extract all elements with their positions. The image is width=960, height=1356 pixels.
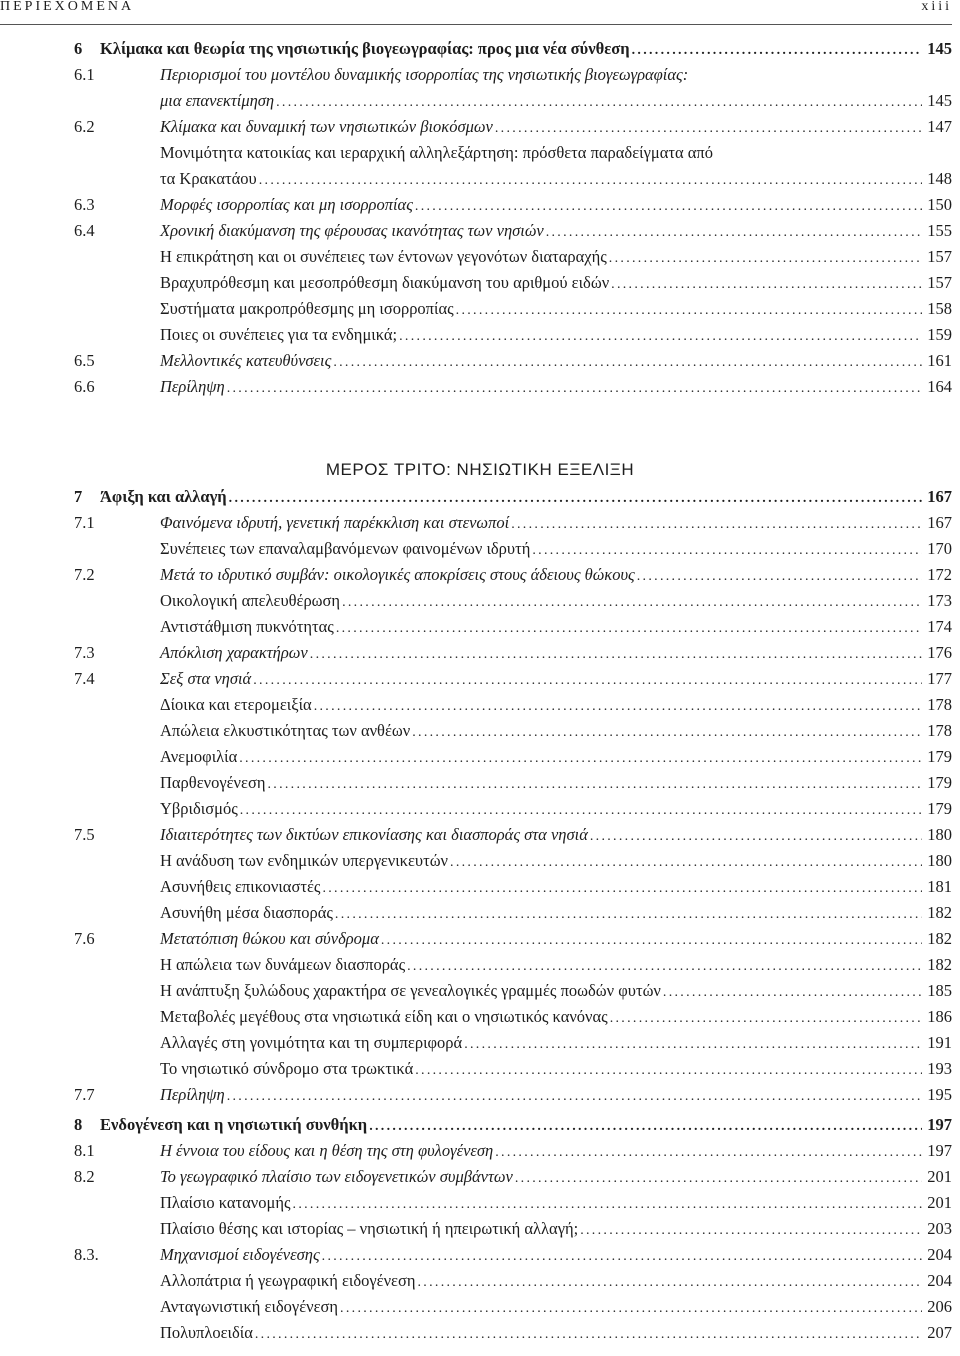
entry-title-continuation: μια επανεκτίμηση [160,91,275,110]
entry-title: Δίοικα και ετερομειξία [160,695,312,714]
entry-page-number: 203 [927,1219,952,1238]
dot-leader [407,954,922,980]
toc-entry [74,1138,952,1164]
entry-title: Περίληψη [160,1085,225,1104]
entry-page-number: 186 [927,1007,952,1026]
entry-title: Η απώλεια των δυνάμεων διασποράς [160,955,406,974]
dot-leader [342,590,922,616]
entry-number: 8.1 [74,1141,95,1160]
entry-page-number: 174 [927,617,952,636]
dot-leader [227,376,922,402]
entry-title: Το νησιωτικό σύνδρομο στα τρωκτικά [160,1059,414,1078]
entry-page-number: 193 [927,1059,952,1078]
entry-title: Μηχανισμοί ειδογένεσης [160,1245,320,1264]
toc-entry [74,192,952,218]
dot-leader [340,1296,922,1322]
dot-leader [369,1114,922,1140]
toc-entry [74,822,952,848]
entry-page-number: 145 [927,39,952,58]
toc-entry [74,770,952,796]
entry-title: Μονιμότητα κατοικίας και ιεραρχική αλληλεξάρτηση: πρόσθετα παραδείγματα από [160,143,713,162]
toc-chapter [74,484,952,510]
entry-number: 7.5 [74,825,95,844]
entry-title: Αντιστάθμιση πυκνότητας [160,617,334,636]
dot-leader [381,928,922,954]
dot-leader [322,1244,922,1270]
toc-entry [74,1030,952,1056]
entry-page-number: 201 [927,1167,952,1186]
toc-entry [74,270,952,296]
dot-leader [450,850,922,876]
toc-entry [74,1056,952,1082]
dot-leader [227,1084,922,1110]
dot-leader [239,746,922,772]
entry-title: Πλαίσιο κατανομής [160,1193,291,1212]
entry-page-number: 155 [927,221,952,240]
dot-leader [255,1322,922,1348]
entry-page-number: 179 [927,799,952,818]
toc-entry [74,62,952,88]
entry-number: 7.3 [74,643,95,662]
entry-title: Απώλεια ελκυστικότητας των ανθέων [160,721,411,740]
entry-page-number: 179 [927,747,952,766]
entry-page-number: 177 [927,669,952,688]
entry-number: 6.6 [74,377,95,396]
toc-entry [74,1242,952,1268]
running-head [0,0,952,20]
dot-leader [532,538,922,564]
entry-page-number: 148 [927,169,952,188]
entry-title: Υβριδισμός [160,799,238,818]
toc-entry [74,510,952,536]
dot-leader [611,272,922,298]
toc-entry [74,114,952,140]
entry-page-number: 179 [927,773,952,792]
dot-leader [399,324,922,350]
toc-entry [74,1004,952,1030]
toc-entry [74,218,952,244]
toc-entry [74,978,952,1004]
entry-title: Κλίμακα και θεωρία της νησιωτικής βιογεωγραφίας: προς μια νέα σύνθεση [100,39,630,58]
dot-leader [322,876,922,902]
toc-entry [74,692,952,718]
entry-title: Ανταγωνιστική ειδογένεση [160,1297,339,1316]
entry-number: 8.2 [74,1167,95,1186]
dot-leader [276,90,922,116]
dot-leader [580,1218,922,1244]
entry-title: Ποιες οι συνέπειες για τα ενδημικά; [160,325,398,344]
entry-page-number: 176 [927,643,952,662]
entry-page-number: 167 [927,513,952,532]
toc-entry [74,848,952,874]
entry-page-number: 167 [927,487,952,506]
entry-page-number: 182 [927,955,952,974]
entry-page-number: 145 [927,91,952,110]
entry-page-number: 164 [927,377,952,396]
entry-number: 7 [74,487,83,506]
entry-title: Συνέπειες των επαναλαμβανόμενων φαινομένων ιδρυτή [160,539,531,558]
entry-title: Οικολογική απελευθέρωση [160,591,341,610]
entry-page-number: 178 [927,695,952,714]
entry-title: Περιορισμοί του μοντέλου δυναμικής ισορροπίας της νησιωτικής βιογεωγραφίας: [160,65,689,84]
dot-leader [253,668,922,694]
dot-leader [335,902,922,928]
toc-entry [74,1320,952,1346]
part-title: ΜΕΡΟΣ ΤΡΙΤΟ: ΝΗΣΙΩΤΙΚΗ ΕΞΕΛΙΞΗ [325,460,635,479]
entry-number: 6 [74,39,83,58]
dot-leader [333,350,922,376]
entry-title: Συστήματα μακροπρόθεσμης μη ισορροπίας [160,299,454,318]
entry-page-number: 157 [927,247,952,266]
entry-title: Μεταβολές μεγέθους στα νησιωτικά είδη και ο νησιωτικός κανόνας [160,1007,608,1026]
entry-page-number: 191 [927,1033,952,1052]
entry-page-number: 157 [927,273,952,292]
dot-leader [495,116,922,142]
toc-entry [74,744,952,770]
toc-entry [74,952,952,978]
toc-entry [74,322,952,348]
entry-page-number: 204 [927,1271,952,1290]
toc-entry [74,1082,952,1108]
entry-title-continuation: τα Κρακατάου [160,169,257,188]
entry-title: Ασυνήθη μέσα διασποράς [160,903,333,922]
toc-entry [74,588,952,614]
toc-entry [74,536,952,562]
toc-entry [74,926,952,952]
running-head-title: ΠΕΡΙΕΧΟΜΕΝΑ [0,0,135,14]
entry-title: Η επικράτηση και οι συνέπειες των έντονων γεγονότων διαταραχής [160,247,607,266]
entry-page-number: 182 [927,929,952,948]
entry-page-number: 197 [927,1141,952,1160]
entry-page-number: 180 [927,825,952,844]
dot-leader [515,1166,922,1192]
dot-leader [415,194,922,220]
entry-page-number: 180 [927,851,952,870]
entry-number: 6.3 [74,195,95,214]
entry-title: Το γεωγραφικό πλαίσιο των ειδογενετικών συμβάντων [160,1167,513,1186]
toc-entry-continuation [74,166,952,192]
dot-leader [259,168,922,194]
entry-number: 7.1 [74,513,95,532]
dot-leader [590,824,922,850]
entry-title: Βραχυπρόθεσμη και μεσοπρόθεσμη διακύμανση του αριθμού ειδών [160,273,610,292]
toc-entry [74,1216,952,1242]
toc-chapter [74,36,952,62]
entry-number: 6.2 [74,117,95,136]
entry-page-number: 197 [927,1115,952,1134]
toc-entry [74,796,952,822]
dot-leader [336,616,922,642]
dot-leader [267,772,922,798]
entry-page-number: 173 [927,591,952,610]
entry-number: 8.3. [74,1245,99,1264]
toc-entry [74,1164,952,1190]
entry-title: Η ανάπτυξη ξυλώδους χαρακτήρα σε γενεαλογικές γραμμές ποωδών φυτών [160,981,661,1000]
toc-entry [74,296,952,322]
entry-title: Μελλοντικές κατευθύνσεις [160,351,332,370]
dot-leader [418,1270,923,1296]
dot-leader [456,298,922,324]
entry-number: 6.4 [74,221,95,240]
entry-title: Άφιξη και αλλαγή [100,487,227,506]
entry-page-number: 206 [927,1297,952,1316]
entry-title: Αλλαγές στη γονιμότητα και τη συμπεριφορά [160,1033,463,1052]
entry-page-number: 201 [927,1193,952,1212]
entry-title: Περίληψη [160,377,225,396]
dot-leader [415,1058,922,1084]
entry-title: Πλαίσιο θέσης και ιστορίας – νησιωτική ή ηπειρωτική αλλαγή; [160,1219,579,1238]
entry-page-number: 185 [927,981,952,1000]
dot-leader [495,1140,922,1166]
entry-title: Μορφές ισορροπίας και μη ισορροπίας [160,195,413,214]
dot-leader [310,642,922,668]
entry-title: Κλίμακα και δυναμική των νησιωτικών βιοκόσμων [160,117,493,136]
entry-page-number: 161 [927,351,952,370]
entry-page-number: 181 [927,877,952,896]
entry-title: Ασυνήθεις επικονιαστές [160,877,321,896]
entry-page-number: 178 [927,721,952,740]
entry-page-number: 159 [927,325,952,344]
entry-title: Μετατόπιση θώκου και σύνδρομα [160,929,379,948]
entry-page-number: 204 [927,1245,952,1264]
entry-page-number: 150 [927,195,952,214]
toc-entry [74,1190,952,1216]
dot-leader [229,486,922,512]
entry-title: Χρονική διακύμανση της φέρουσας ικανότητας των νησιών [160,221,544,240]
dot-leader [240,798,922,824]
dot-leader [314,694,922,720]
entry-number: 7.7 [74,1085,95,1104]
entry-number: 6.1 [74,65,95,84]
entry-title: Πολυπλοειδία [160,1323,253,1342]
entry-number: 7.4 [74,669,95,688]
entry-title: Η έννοια του είδους και η θέση της στη φυλογένεση [160,1141,494,1160]
toc-entry [74,614,952,640]
dot-leader [637,564,922,590]
entry-page-number: 158 [927,299,952,318]
entry-title: Σεξ στα νησιά [160,669,252,688]
entry-title: Παρθενογένεση [160,773,266,792]
entry-number: 8 [74,1115,83,1134]
dot-leader [511,512,922,538]
entry-number: 6.5 [74,351,95,370]
dot-leader [609,246,922,272]
entry-page-number: 172 [927,565,952,584]
entry-page-number: 207 [927,1323,952,1342]
entry-page-number: 147 [927,117,952,136]
toc-entry [74,140,952,166]
entry-number: 7.6 [74,929,95,948]
entry-page-number: 182 [927,903,952,922]
dot-leader [610,1006,922,1032]
entry-title: Αλλοπάτρια ή γεωγραφική ειδογένεση [160,1271,416,1290]
entry-title: Η ανάδυση των ενδημικών υπεργενικευτών [160,851,449,870]
entry-page-number: 195 [927,1085,952,1104]
toc-entry [74,718,952,744]
dot-leader [663,980,922,1006]
toc-entry [74,900,952,926]
entry-title: Μετά το ιδρυτικό συμβάν: οικολογικές αποκρίσεις στους άδειους θώκους [160,565,635,584]
toc-entry [74,562,952,588]
dot-leader [464,1032,922,1058]
entry-number: 7.2 [74,565,95,584]
running-head-page-number: xiii [921,0,952,14]
entry-title: Ιδιαιτερότητες των δικτύων επικονίασης και διασποράς στα νησιά [160,825,588,844]
dot-leader [546,220,922,246]
header-rule [0,24,952,25]
toc-entry [74,666,952,692]
toc-entry [74,244,952,270]
entry-title: Ανεμοφιλία [160,747,238,766]
toc-entry [74,640,952,666]
entry-title: Απόκλιση χαρακτήρων [160,643,308,662]
toc-entry [74,1294,952,1320]
dot-leader [412,720,922,746]
toc-entry [74,348,952,374]
entry-title: Ενδογένεση και η νησιωτική συνθήκη [100,1115,368,1134]
dot-leader [293,1192,922,1218]
toc-entry [74,1268,952,1294]
toc-chapter [74,1112,952,1138]
entry-page-number: 170 [927,539,952,558]
dot-leader [632,38,922,64]
entry-title: Φαινόμενα ιδρυτή, γενετική παρέκκλιση και στενωποί [160,513,510,532]
toc-entry [74,874,952,900]
toc-entry [74,374,952,400]
toc-entry-continuation [74,88,952,114]
